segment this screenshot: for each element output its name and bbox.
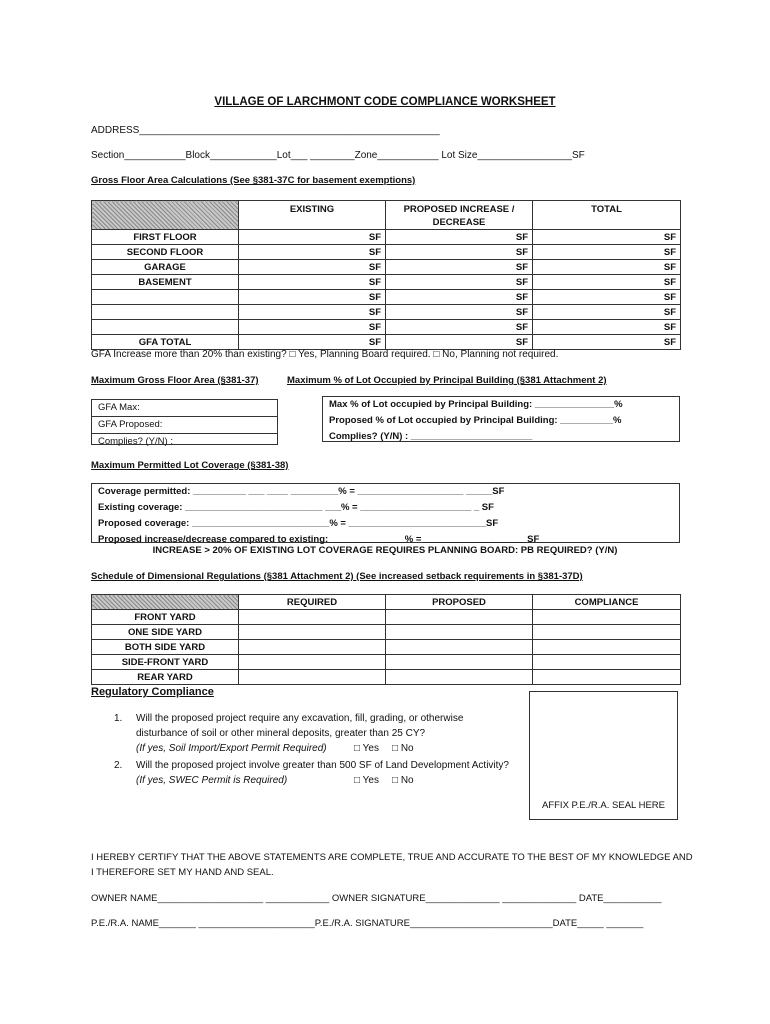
gfa-existing-cell[interactable]: SF: [239, 245, 386, 260]
seal-label: AFFIX P.E./R.A. SEAL HERE: [541, 800, 665, 811]
lot-coverage-note: INCREASE > 20% OF EXISTING LOT COVERAGE REQUIRES PLANNING BOARD: PB REQUIRED? (Y/N): [152, 545, 618, 556]
dim-required-cell[interactable]: [239, 610, 386, 625]
coverage-change-field[interactable]: Proposed increase/decrease compared to existing: ______________% = ____________ _______SF: [98, 534, 540, 545]
dim-required-cell[interactable]: [239, 655, 386, 670]
page-title: VILLAGE OF LARCHMONT CODE COMPLIANCE WORKSHEET: [214, 96, 556, 108]
gfa-row-label: BASEMENT: [92, 275, 239, 290]
proposed-coverage-field[interactable]: Proposed coverage: __________________________% = __________________________SF: [98, 518, 499, 529]
gfa-existing-cell[interactable]: SF: [239, 305, 386, 320]
section-block-lot-field[interactable]: Section___________Block____________Lot___ ________Zone___________ Lot Size_________________SF: [91, 150, 585, 161]
dim-compliance-cell[interactable]: [533, 610, 681, 625]
gfa-proposed-cell[interactable]: SF: [386, 260, 533, 275]
gfa-existing-cell[interactable]: SF: [239, 335, 386, 350]
q2-yes-checkbox[interactable]: □ Yes: [354, 775, 379, 786]
gfa-row-label[interactable]: [92, 320, 239, 335]
max-lot-box: [322, 396, 680, 442]
lot-coverage-box: [91, 483, 680, 543]
dim-compliance-cell[interactable]: [533, 640, 681, 655]
gfa-existing-cell[interactable]: SF: [239, 320, 386, 335]
q1-number: 1.: [114, 713, 123, 724]
dim-header-proposed: PROPOSED: [386, 595, 533, 610]
gfa-proposed-cell[interactable]: SF: [386, 290, 533, 305]
gfa-header-proposed: PROPOSED INCREASE / DECREASE: [386, 201, 533, 230]
gfa-total-cell[interactable]: SF: [533, 305, 681, 320]
gfa-total-cell[interactable]: SF: [533, 230, 681, 245]
gfa-total-cell[interactable]: SF: [533, 260, 681, 275]
gfa-header-total: TOTAL: [533, 201, 681, 230]
gfa-existing-cell[interactable]: SF: [239, 260, 386, 275]
gfa-proposed-cell[interactable]: SF: [386, 245, 533, 260]
lot-complies-field[interactable]: Complies? (Y/N) : _______________________: [329, 431, 533, 442]
max-gfa-heading: Maximum Gross Floor Area (§381-37): [91, 375, 259, 386]
owner-signature-line[interactable]: OWNER NAME____________________ ____________ OWNER SIGNATURE______________ ______________ DATE___________: [91, 893, 662, 904]
dim-proposed-cell[interactable]: [386, 610, 533, 625]
max-gfa-box: [91, 399, 278, 445]
coverage-permitted-field[interactable]: Coverage permitted: __________ ___ ____ _________% = ____________________ _____SF: [98, 486, 505, 497]
dim-required-cell[interactable]: [239, 640, 386, 655]
q1-text-line1: Will the proposed project require any excavation, fill, grading, or otherwise: [136, 713, 464, 724]
gfa-proposed-cell[interactable]: SF: [386, 230, 533, 245]
dim-row-label: FRONT YARD: [92, 610, 239, 625]
gfa-row-label[interactable]: [92, 305, 239, 320]
gfa-existing-cell[interactable]: SF: [239, 290, 386, 305]
gfa-proposed-cell[interactable]: SF: [386, 275, 533, 290]
dim-row-label: ONE SIDE YARD: [92, 625, 239, 640]
gfa-total-cell[interactable]: SF: [533, 335, 681, 350]
dim-proposed-cell[interactable]: [386, 670, 533, 685]
pe-ra-signature-line[interactable]: P.E./R.A. NAME_______ ______________________P.E./R.A. SIGNATURE___________________________DATE_____ _______: [91, 918, 644, 929]
gfa-proposed-cell[interactable]: SF: [386, 320, 533, 335]
certify-text-line1: I HEREBY CERTIFY THAT THE ABOVE STATEMENTS ARE COMPLETE, TRUE AND ACCURATE TO THE BEST OF MY KNOWLEDGE AND: [91, 852, 693, 863]
gfa-existing-cell[interactable]: SF: [239, 275, 386, 290]
gfa-row-label[interactable]: [92, 290, 239, 305]
gfa-existing-cell[interactable]: SF: [239, 230, 386, 245]
dim-table: [91, 594, 681, 685]
gfa-row-label: GFA TOTAL: [92, 335, 239, 350]
dim-required-cell[interactable]: [239, 670, 386, 685]
gfa-total-cell[interactable]: SF: [533, 275, 681, 290]
certify-text-line2: I THEREFORE SET MY HAND AND SEAL.: [91, 867, 274, 878]
dim-compliance-cell[interactable]: [533, 670, 681, 685]
seal-box[interactable]: [529, 691, 678, 820]
dim-header-blank: [92, 595, 239, 610]
gfa-total-cell[interactable]: SF: [533, 290, 681, 305]
q2-number: 2.: [114, 760, 123, 771]
gfa-total-cell[interactable]: SF: [533, 320, 681, 335]
q2-permit-note: (If yes, SWEC Permit is Required): [136, 775, 288, 786]
gfa-heading: Gross Floor Area Calculations (See §381-37C for basement exemptions): [91, 175, 416, 186]
max-lot-occupied-field[interactable]: Max % of Lot occupied by Principal Building: _______________%: [329, 399, 623, 410]
gfa-max-field[interactable]: GFA Max:: [92, 400, 277, 417]
dim-header-required: REQUIRED: [239, 595, 386, 610]
dim-heading: Schedule of Dimensional Regulations (§381 Attachment 2) (See increased setback requirements in §381-37D): [91, 571, 583, 582]
gfa-header-existing: EXISTING: [239, 201, 386, 230]
gfa-proposed-field[interactable]: GFA Proposed:: [92, 417, 277, 434]
gfa-proposed-cell[interactable]: SF: [386, 305, 533, 320]
dim-row-label: SIDE-FRONT YARD: [92, 655, 239, 670]
dim-compliance-cell[interactable]: [533, 655, 681, 670]
q1-permit-note: (If yes, Soil Import/Export Permit Required): [136, 743, 327, 754]
dim-row-label: BOTH SIDE YARD: [92, 640, 239, 655]
gfa-row-label: SECOND FLOOR: [92, 245, 239, 260]
q2-no-checkbox[interactable]: □ No: [392, 775, 414, 786]
dim-required-cell[interactable]: [239, 625, 386, 640]
gfa-increase-note[interactable]: GFA Increase more than 20% than existing? □ Yes, Planning Board required. □ No, Planning not required.: [91, 349, 559, 360]
gfa-table: [91, 200, 681, 350]
gfa-header-blank: [92, 201, 239, 230]
q2-text-line1: Will the proposed project involve greater than 500 SF of Land Development Activity?: [136, 760, 509, 771]
proposed-lot-occupied-field[interactable]: Proposed % of Lot occupied by Principal Building: __________%: [329, 415, 622, 426]
gfa-complies-field[interactable]: Complies? (Y/N) :: [98, 436, 173, 447]
q1-yes-checkbox[interactable]: □ Yes: [354, 743, 379, 754]
q1-text-line2: disturbance of soil or other mineral deposits, greater than 25 CY?: [136, 728, 426, 739]
dim-proposed-cell[interactable]: [386, 640, 533, 655]
address-field[interactable]: ADDRESS______________________________________________________: [91, 125, 440, 136]
lot-coverage-heading: Maximum Permitted Lot Coverage (§381-38): [91, 460, 289, 471]
dim-proposed-cell[interactable]: [386, 655, 533, 670]
gfa-row-label: GARAGE: [92, 260, 239, 275]
dim-header-compliance: COMPLIANCE: [533, 595, 681, 610]
max-lot-heading: Maximum % of Lot Occupied by Principal Building (§381 Attachment 2): [287, 375, 607, 386]
existing-coverage-field[interactable]: Existing coverage: __________________________ ___% = _____________________ _ SF: [98, 502, 494, 513]
dim-compliance-cell[interactable]: [533, 625, 681, 640]
q1-no-checkbox[interactable]: □ No: [392, 743, 414, 754]
dim-row-label: REAR YARD: [92, 670, 239, 685]
gfa-total-cell[interactable]: SF: [533, 245, 681, 260]
regulatory-heading: Regulatory Compliance: [91, 686, 214, 698]
gfa-row-label: FIRST FLOOR: [92, 230, 239, 245]
dim-proposed-cell[interactable]: [386, 625, 533, 640]
gfa-proposed-cell[interactable]: SF: [386, 335, 533, 350]
